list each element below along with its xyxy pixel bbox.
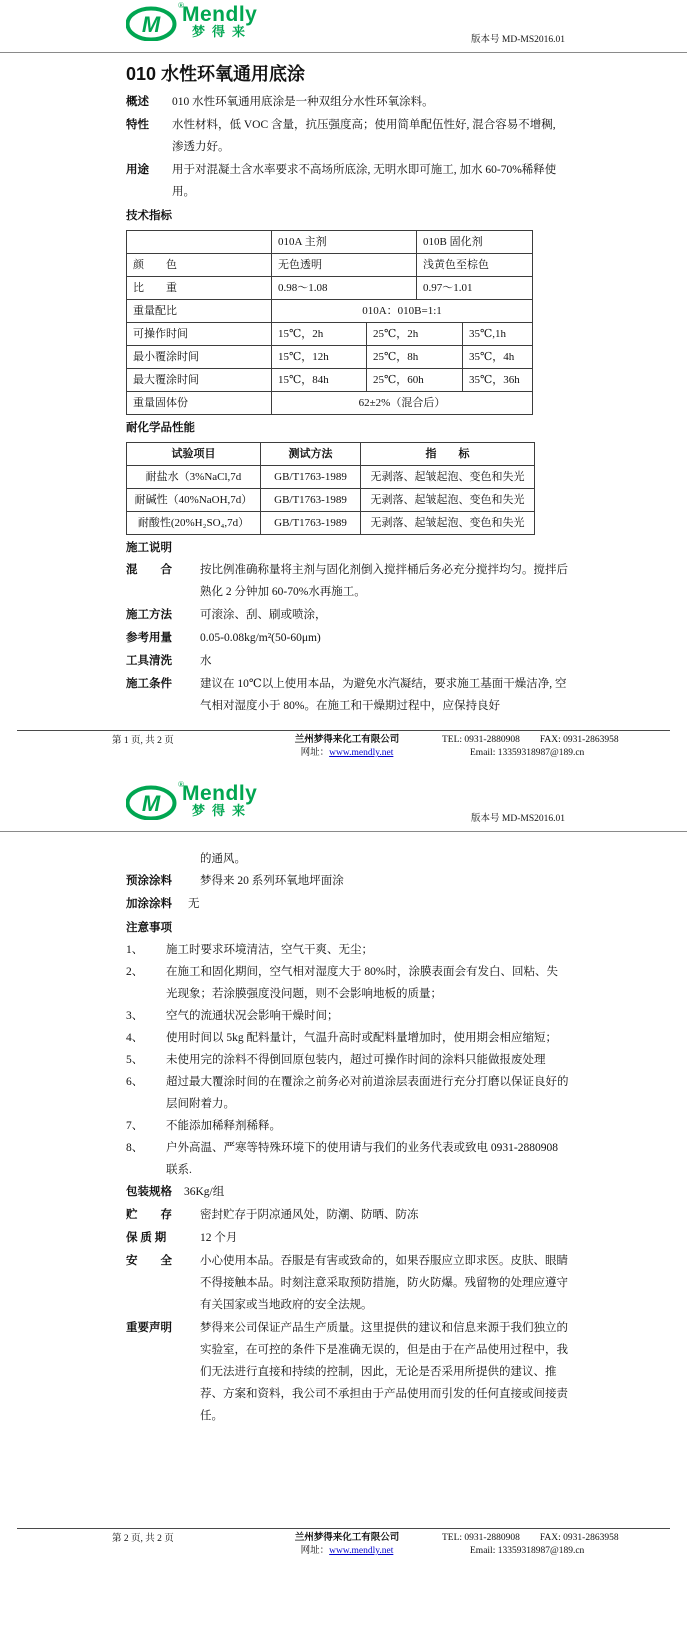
safety-label: 安 全 xyxy=(126,1255,172,1267)
table-row xyxy=(127,392,533,415)
usage-text: 用于对混凝土含水率要求不高场所底涂, 无明水即可施工, 加水 60-70%稀释使用。 xyxy=(172,164,557,198)
notes-heading: 注意事项 xyxy=(126,922,172,934)
svg-text:M: M xyxy=(141,12,161,37)
spec-minrecoat-15: 15℃，12h xyxy=(272,346,367,369)
company-logo xyxy=(126,780,258,828)
topcoat-text: 无 xyxy=(188,898,200,910)
table-row xyxy=(127,489,535,512)
footer-row xyxy=(17,1532,670,1558)
ventilation-continuation: 的通风。 xyxy=(200,853,246,865)
spec-maxrecoat-label: 最大覆涂时间 xyxy=(127,369,272,392)
version-number: 版本号 MD-MS2016.01 xyxy=(471,35,565,45)
product-title: 010 水性环氧通用底涂 xyxy=(126,64,306,84)
note-number: 6、 xyxy=(126,1076,144,1088)
tel-fax-line xyxy=(442,734,670,747)
table-row xyxy=(127,254,533,277)
chem-salt-result: 无剥落、起皱起泡、变色和失光 xyxy=(361,466,535,489)
method-row xyxy=(126,604,569,626)
section-features xyxy=(126,114,569,158)
chem-alkali-item: 耐碱性（40%NaOH,7d） xyxy=(127,489,261,512)
spec-minrecoat-25: 25℃，8h xyxy=(367,346,463,369)
footer-company-block xyxy=(262,734,432,760)
logo-wordmark xyxy=(182,5,257,39)
note-text: 户外高温、严寒等特殊环境下的使用请与我们的业务代表或致电 0931-2880908 联系. xyxy=(166,1142,558,1176)
svg-text:M: M xyxy=(141,791,161,816)
dosage-label: 参考用量 xyxy=(126,632,172,644)
spec-ratio-value: 010A：010B=1:1 xyxy=(272,300,533,323)
condition-row xyxy=(126,673,569,717)
usage-label: 用途 xyxy=(126,164,149,176)
chem-header-item: 试验项目 xyxy=(127,443,261,466)
spec-potlife-15: 15℃，2h xyxy=(272,323,367,346)
page1-header xyxy=(0,0,687,52)
registered-mark: ® xyxy=(178,1,184,10)
tech-specs-heading: 技术指标 xyxy=(126,210,172,222)
logo-name-cn: 梦得来 xyxy=(192,803,253,818)
features-label: 特性 xyxy=(126,119,149,131)
safety-text: 小心使用本品。吞服是有害或致命的，如果吞服应立即求医。皮肤、眼睛不得接触本品。时刻注意采取预防措施，防火防爆。残留物的处理应遵守有关国家或当地政府的安全法规。 xyxy=(200,1255,568,1311)
chem-salt-method: GB/T1763-1989 xyxy=(261,466,361,489)
chem-acid-item: 耐酸性(20%H₂SO₄,7d） xyxy=(127,512,261,535)
spec-potlife-35: 35℃,1h xyxy=(463,323,533,346)
spec-solids-label: 重量固体份 xyxy=(127,392,272,415)
website-link[interactable]: www.mendly.net xyxy=(329,1546,394,1556)
features-text: 水性材料，低 VOC 含量，抗压强度高；使用简单配伍性好, 混合容易不增稠, 渗透力好。 xyxy=(172,119,556,153)
company-name: 兰州梦得来化工有限公司 xyxy=(294,1533,400,1543)
website-line xyxy=(262,747,432,760)
page-number: 第 2 页, 共 2 页 xyxy=(112,1534,174,1544)
page-1 xyxy=(0,0,687,760)
chem-acid-result: 无剥落、起皱起泡、变色和失光 xyxy=(361,512,535,535)
cleaning-row xyxy=(126,650,569,672)
table-row xyxy=(127,466,535,489)
note-text: 在施工和固化期间，空气相对湿度大于 80%时，涂膜表面会有发白、回粘、失光现象；若涂膜强度没问题，则不会影响地板的质量； xyxy=(166,966,558,1000)
list-item xyxy=(126,1005,569,1027)
packing-label: 包装规格 xyxy=(126,1186,172,1198)
list-item xyxy=(126,1071,569,1115)
version-number: 版本号 MD-MS2016.01 xyxy=(471,814,565,824)
method-text: 可滚涂、刮、刷或喷涂， xyxy=(200,609,327,621)
list-item xyxy=(126,1049,569,1071)
table-row xyxy=(127,346,533,369)
table-row xyxy=(127,369,533,392)
spec-density-label: 比 重 xyxy=(127,277,272,300)
footer-contact-block xyxy=(432,734,670,760)
spec-color-main: 无色透明 xyxy=(272,254,417,277)
note-number: 3、 xyxy=(126,1010,144,1022)
spec-maxrecoat-15: 15℃，84h xyxy=(272,369,367,392)
note-number: 5、 xyxy=(126,1054,144,1066)
table-row xyxy=(127,512,535,535)
topcoat-label: 加涂涂料 xyxy=(126,898,172,910)
note-text: 不能添加稀释剂稀释。 xyxy=(166,1120,281,1132)
note-text: 超过最大覆涂时间的在覆涂之前务必对前道涂层表面进行充分打磨以保证良好的层间附着力。 xyxy=(166,1076,569,1110)
note-text: 未使用完的涂料不得倒回原包装内，超过可操作时间的涂料只能做报废处理 xyxy=(166,1054,546,1066)
page2-footer xyxy=(0,1528,687,1558)
tech-specs-table xyxy=(126,230,533,415)
page1-footer xyxy=(0,730,687,760)
list-item xyxy=(126,1027,569,1049)
shelf-life-text: 12 个月 xyxy=(200,1232,238,1244)
spec-potlife-label: 可操作时间 xyxy=(127,323,272,346)
page1-content xyxy=(0,53,687,718)
chem-alkali-result: 无剥落、起皱起泡、变色和失光 xyxy=(361,489,535,512)
packing-text: 36Kg/组 xyxy=(184,1186,225,1198)
overview-label: 概述 xyxy=(126,96,149,108)
cleaning-text: 水 xyxy=(200,655,212,667)
note-number: 8、 xyxy=(126,1142,144,1154)
page-number: 第 1 页, 共 2 页 xyxy=(112,736,174,746)
spec-header-empty xyxy=(127,231,272,254)
mendly-logo-icon xyxy=(126,780,184,828)
page-2 xyxy=(0,760,687,1638)
disclaimer-label: 重要声明 xyxy=(126,1322,172,1334)
condition-text: 建议在 10℃以上使用本品，为避免水汽凝结，要求施工基面干燥洁净, 空气相对湿度小于 80%。在施工和干燥期过程中，应保持良好 xyxy=(200,678,567,712)
spec-maxrecoat-25: 25℃，60h xyxy=(367,369,463,392)
table-row xyxy=(127,231,533,254)
packing-row xyxy=(126,1181,569,1203)
footer-row xyxy=(17,734,670,760)
dosage-text: 0.05-0.08kg/m²(50-60μm) xyxy=(200,632,321,644)
spec-ratio-label: 重量配比 xyxy=(127,300,272,323)
footer-divider xyxy=(17,730,670,731)
spec-header-hardener: 010B 固化剂 xyxy=(417,231,533,254)
storage-row xyxy=(126,1204,569,1226)
dosage-row xyxy=(126,627,569,649)
spec-header-main: 010A 主剂 xyxy=(272,231,417,254)
spec-color-label: 颜 色 xyxy=(127,254,272,277)
logo-name-cn: 梦得来 xyxy=(192,24,253,39)
note-number: 2、 xyxy=(126,966,144,978)
section-overview xyxy=(126,91,569,113)
fax-number: FAX: 0931-2863958 xyxy=(539,735,619,745)
mendly-logo-icon xyxy=(126,1,184,49)
note-text: 空气的流通状况会影响干燥时间； xyxy=(166,1010,339,1022)
chem-header-result: 指 标 xyxy=(361,443,535,466)
construction-heading: 施工说明 xyxy=(126,542,172,554)
website-label: 网址： xyxy=(300,748,330,758)
chem-acid-method: GB/T1763-1989 xyxy=(261,512,361,535)
spec-minrecoat-35: 35℃，4h xyxy=(463,346,533,369)
note-number: 4、 xyxy=(126,1032,144,1044)
shelf-life-row xyxy=(126,1227,569,1249)
overview-text: 010 水性环氧通用底涂是一种双组分水性环氧涂料。 xyxy=(172,96,434,108)
website-link[interactable]: www.mendly.net xyxy=(329,748,394,758)
email-address: Email: 13359318987@189.cn xyxy=(470,1546,585,1556)
chem-salt-item: 耐盐水（3%NaCl,7d xyxy=(127,466,261,489)
disclaimer-text: 梦得来公司保证产品生产质量。这里提供的建议和信息来源于我们独立的实验室，在可控的条件下是准确无误的，但是由于在产品使用过程中，我们无法进行直接和持续的控制，因此，无论是否采用所提供的建议、推荐、方案和资料，我公司不承担由于产品使用而引发的任何直接或间接责任。 xyxy=(200,1322,568,1422)
tel-number: TEL: 0931-2880908 xyxy=(442,735,520,745)
table-row xyxy=(127,323,533,346)
spec-solids-value: 62±2%（混合后） xyxy=(272,392,533,415)
company-name: 兰州梦得来化工有限公司 xyxy=(294,735,400,745)
precoat-label: 预涂涂料 xyxy=(126,875,172,887)
chem-header-method: 测试方法 xyxy=(261,443,361,466)
spec-potlife-25: 25℃，2h xyxy=(367,323,463,346)
note-number: 7、 xyxy=(126,1120,144,1132)
logo-wordmark xyxy=(182,784,257,818)
precoat-text: 梦得来 20 系列环氧地坪面涂 xyxy=(200,875,344,887)
table-row xyxy=(127,277,533,300)
chem-resistance-table xyxy=(126,442,535,535)
chem-resistance-heading: 耐化学品性能 xyxy=(126,422,195,434)
storage-text: 密封贮存于阴凉通风处，防潮、防晒、防冻 xyxy=(200,1209,419,1221)
footer-contact-block xyxy=(432,1532,670,1558)
website-line xyxy=(262,1545,432,1558)
spec-maxrecoat-35: 35℃，36h xyxy=(463,369,533,392)
method-label: 施工方法 xyxy=(126,609,172,621)
logo-name-en: Mendly xyxy=(182,3,258,26)
topcoat-row xyxy=(126,893,569,915)
page2-header xyxy=(0,760,687,831)
registered-mark: ® xyxy=(178,780,184,789)
note-text: 使用时间以 5kg 配料量计，气温升高时或配料量增加时，使用期会相应缩短； xyxy=(166,1032,557,1044)
spec-minrecoat-label: 最小覆涂时间 xyxy=(127,346,272,369)
table-row xyxy=(127,443,535,466)
website-label: 网址： xyxy=(300,1546,330,1556)
storage-label: 贮 存 xyxy=(126,1209,172,1221)
page2-content xyxy=(0,832,687,1428)
tel-number: TEL: 0931-2880908 xyxy=(442,1533,520,1543)
list-item xyxy=(126,961,569,1005)
spec-density-hardener: 0.97～1.01 xyxy=(417,277,533,300)
list-item xyxy=(126,939,569,961)
table-row xyxy=(127,300,533,323)
company-logo xyxy=(126,1,258,49)
condition-label: 施工条件 xyxy=(126,678,172,690)
footer-divider xyxy=(17,1528,670,1529)
note-number: 1、 xyxy=(126,944,144,956)
precoat-row xyxy=(126,870,569,892)
tel-fax-line xyxy=(442,1532,670,1545)
section-usage xyxy=(126,159,569,203)
safety-row xyxy=(126,1250,569,1316)
email-address: Email: 13359318987@189.cn xyxy=(470,748,585,758)
mix-label: 混 合 xyxy=(126,564,172,576)
shelf-life-label: 保 质 期 xyxy=(126,1232,167,1244)
disclaimer-row xyxy=(126,1317,569,1427)
spec-density-main: 0.98～1.08 xyxy=(272,277,417,300)
mix-text: 按比例准确称量将主剂与固化剂倒入搅拌桶后务必充分搅拌均匀。搅拌后熟化 2 分钟加 60-70%水再施工。 xyxy=(200,564,568,598)
list-item xyxy=(126,1115,569,1137)
fax-number: FAX: 0931-2863958 xyxy=(539,1533,619,1543)
logo-name-en: Mendly xyxy=(182,782,258,805)
note-text: 施工时要求环境清洁，空气干爽、无尘； xyxy=(166,944,373,956)
cleaning-label: 工具清洗 xyxy=(126,655,172,667)
mix-row xyxy=(126,559,569,603)
footer-company-block xyxy=(262,1532,432,1558)
list-item xyxy=(126,1137,569,1181)
spec-color-hardener: 浅黄色至棕色 xyxy=(417,254,533,277)
chem-alkali-method: GB/T1763-1989 xyxy=(261,489,361,512)
